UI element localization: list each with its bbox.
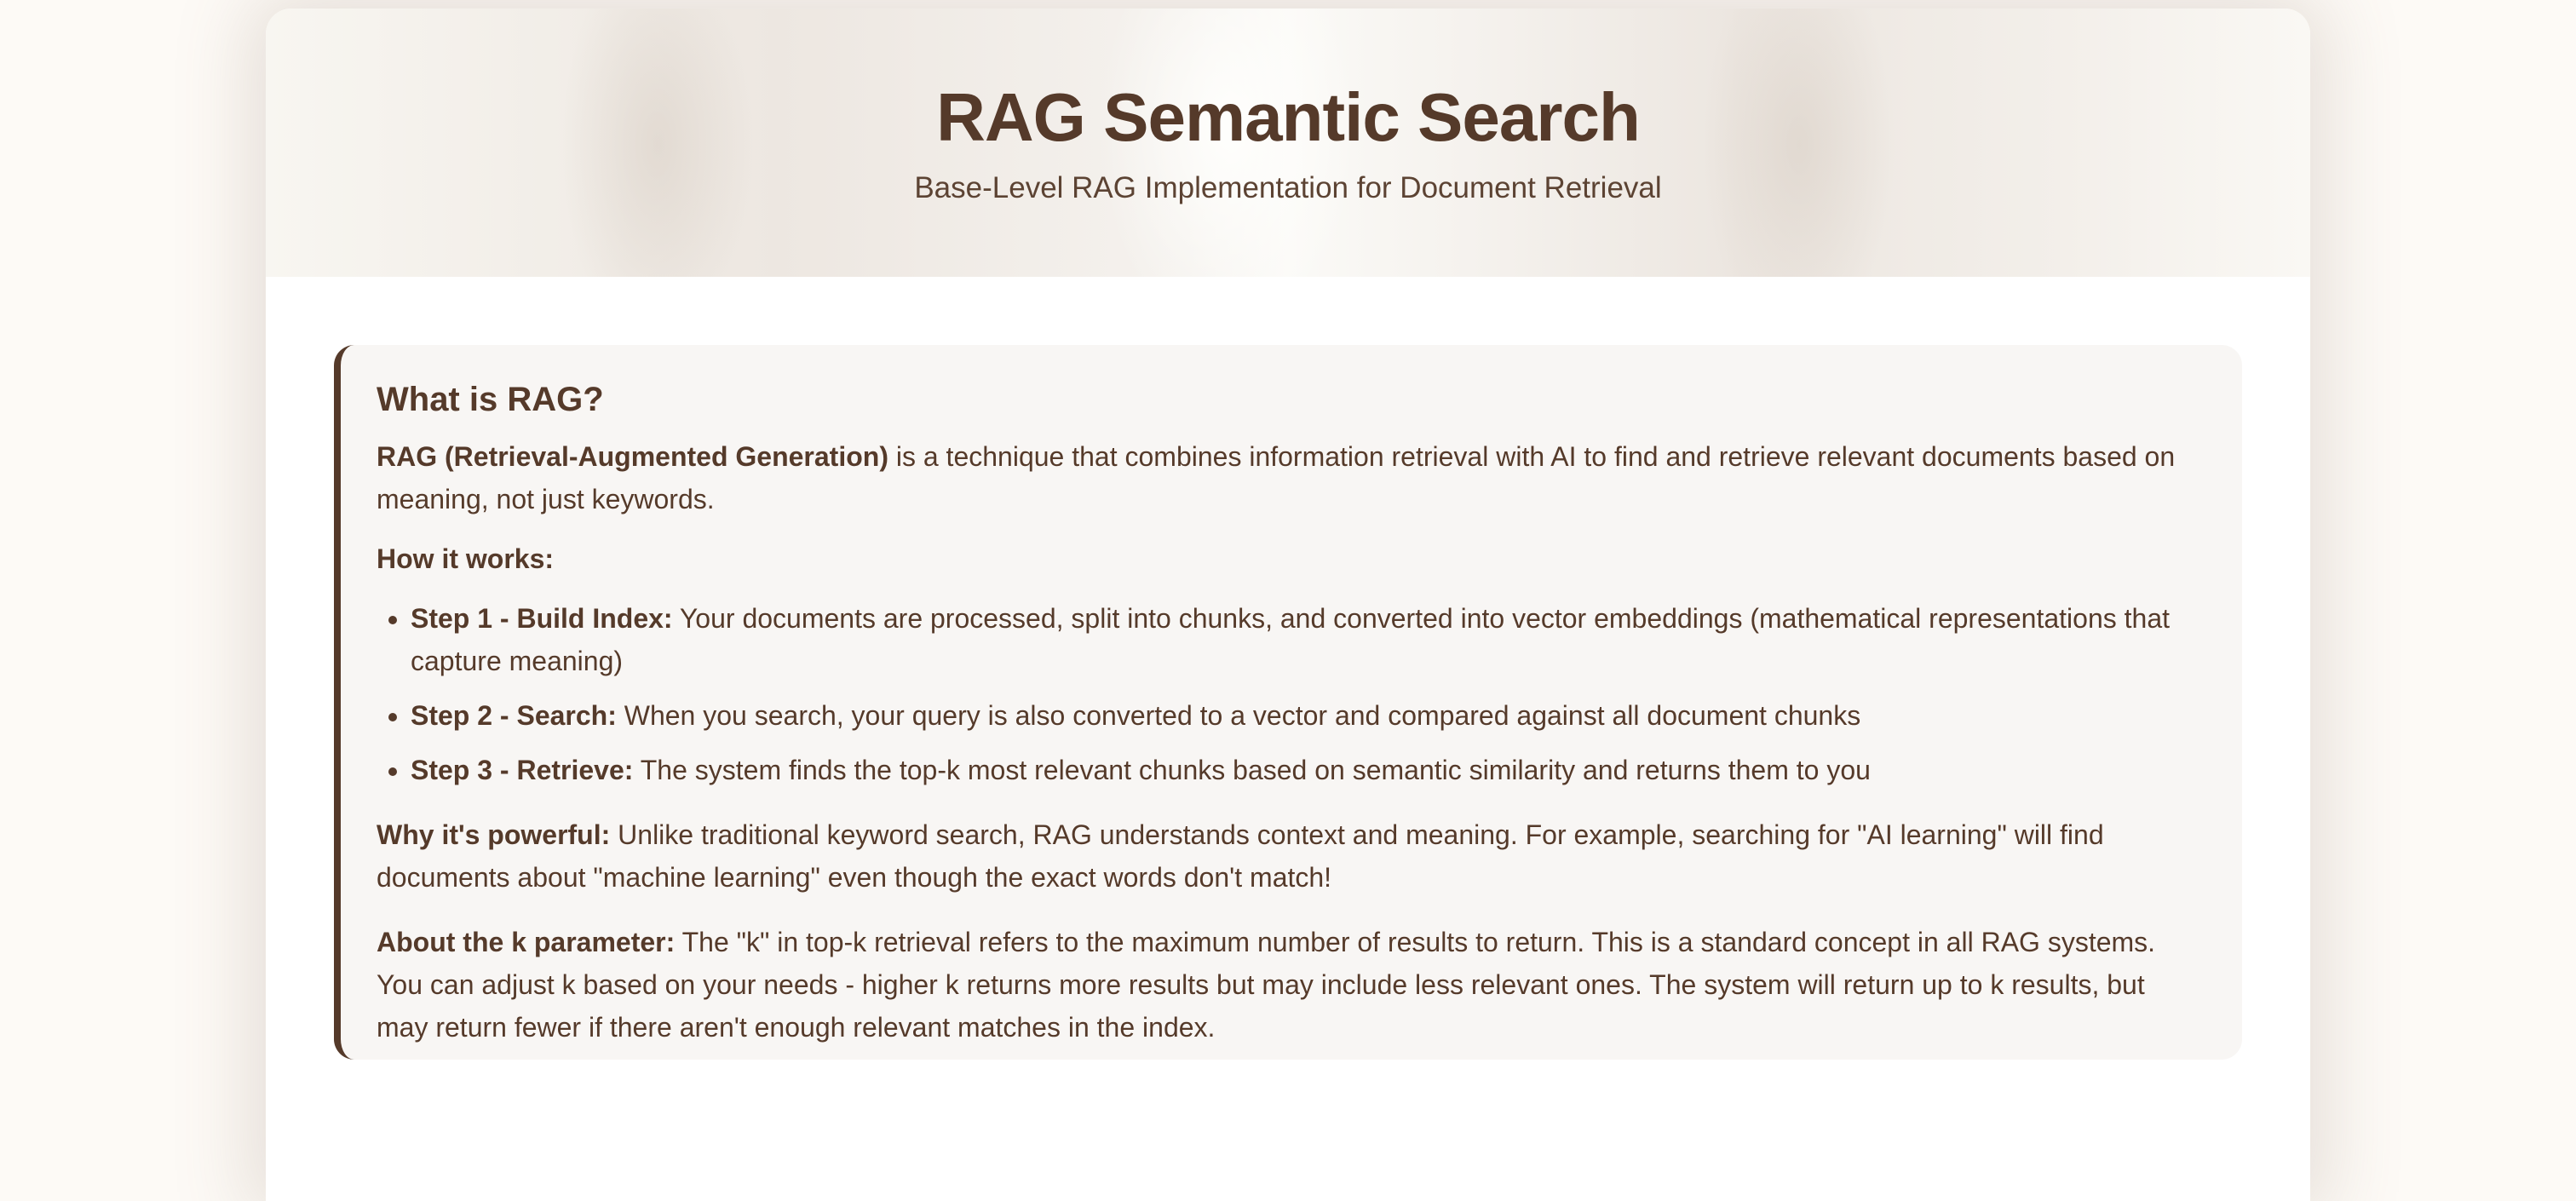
step-item xyxy=(411,694,2201,737)
page-title: RAG Semantic Search xyxy=(936,79,1640,155)
step-text: When you search, your query is also converted to a vector and compared against all document chunks xyxy=(616,700,1861,731)
app-container xyxy=(266,9,2310,1201)
powerful-paragraph xyxy=(377,813,2201,899)
how-it-works-label xyxy=(377,537,2201,580)
intro-text: is a technique that combines information retrieval with AI to find and retrieve relevant documents based on meaning, not just keywords. xyxy=(377,441,2176,514)
k-parameter-paragraph xyxy=(377,921,2201,1049)
rag-info-box xyxy=(334,345,2242,1060)
step-label: Step 3 - Retrieve: xyxy=(411,755,634,785)
info-heading: What is RAG? xyxy=(377,381,604,418)
step-text: The system finds the top-k most relevant chunks based on semantic similarity and returns them to you xyxy=(633,755,1871,785)
powerful-text: Unlike traditional keyword search, RAG understands context and meaning. For example, searching for "AI learning" will find documents about "machine learning" even though the exact words don't match! xyxy=(377,819,2104,893)
intro-paragraph xyxy=(377,435,2201,520)
step-label: Step 1 - Build Index: xyxy=(411,603,673,634)
k-parameter-text: The "k" in top-k retrieval refers to the maximum number of results to return. This is a standard concept in all RAG systems. You can adjust k based on your needs - higher k returns more results but may include less relevant ones. The system will return up to k results, but may return fewer if there aren't enough relevant matches in the index. xyxy=(377,927,2156,1043)
how-it-works-bold: How it works: xyxy=(377,543,555,574)
intro-bold: RAG (Retrieval-Augmented Generation) xyxy=(377,441,888,472)
page-subtitle: Base-Level RAG Implementation for Document Retrieval xyxy=(914,171,1662,204)
step-item xyxy=(411,597,2201,682)
k-parameter-bold: About the k parameter: xyxy=(377,927,676,957)
steps-list xyxy=(377,597,2201,791)
powerful-bold: Why it's powerful: xyxy=(377,819,611,850)
step-item xyxy=(411,749,2201,791)
step-label: Step 2 - Search: xyxy=(411,700,617,731)
page-header xyxy=(266,9,2310,277)
main-content xyxy=(266,277,2310,1060)
step-text: Your documents are processed, split into chunks, and converted into vector embeddings (mathematical representations that capture meaning) xyxy=(411,603,2171,676)
